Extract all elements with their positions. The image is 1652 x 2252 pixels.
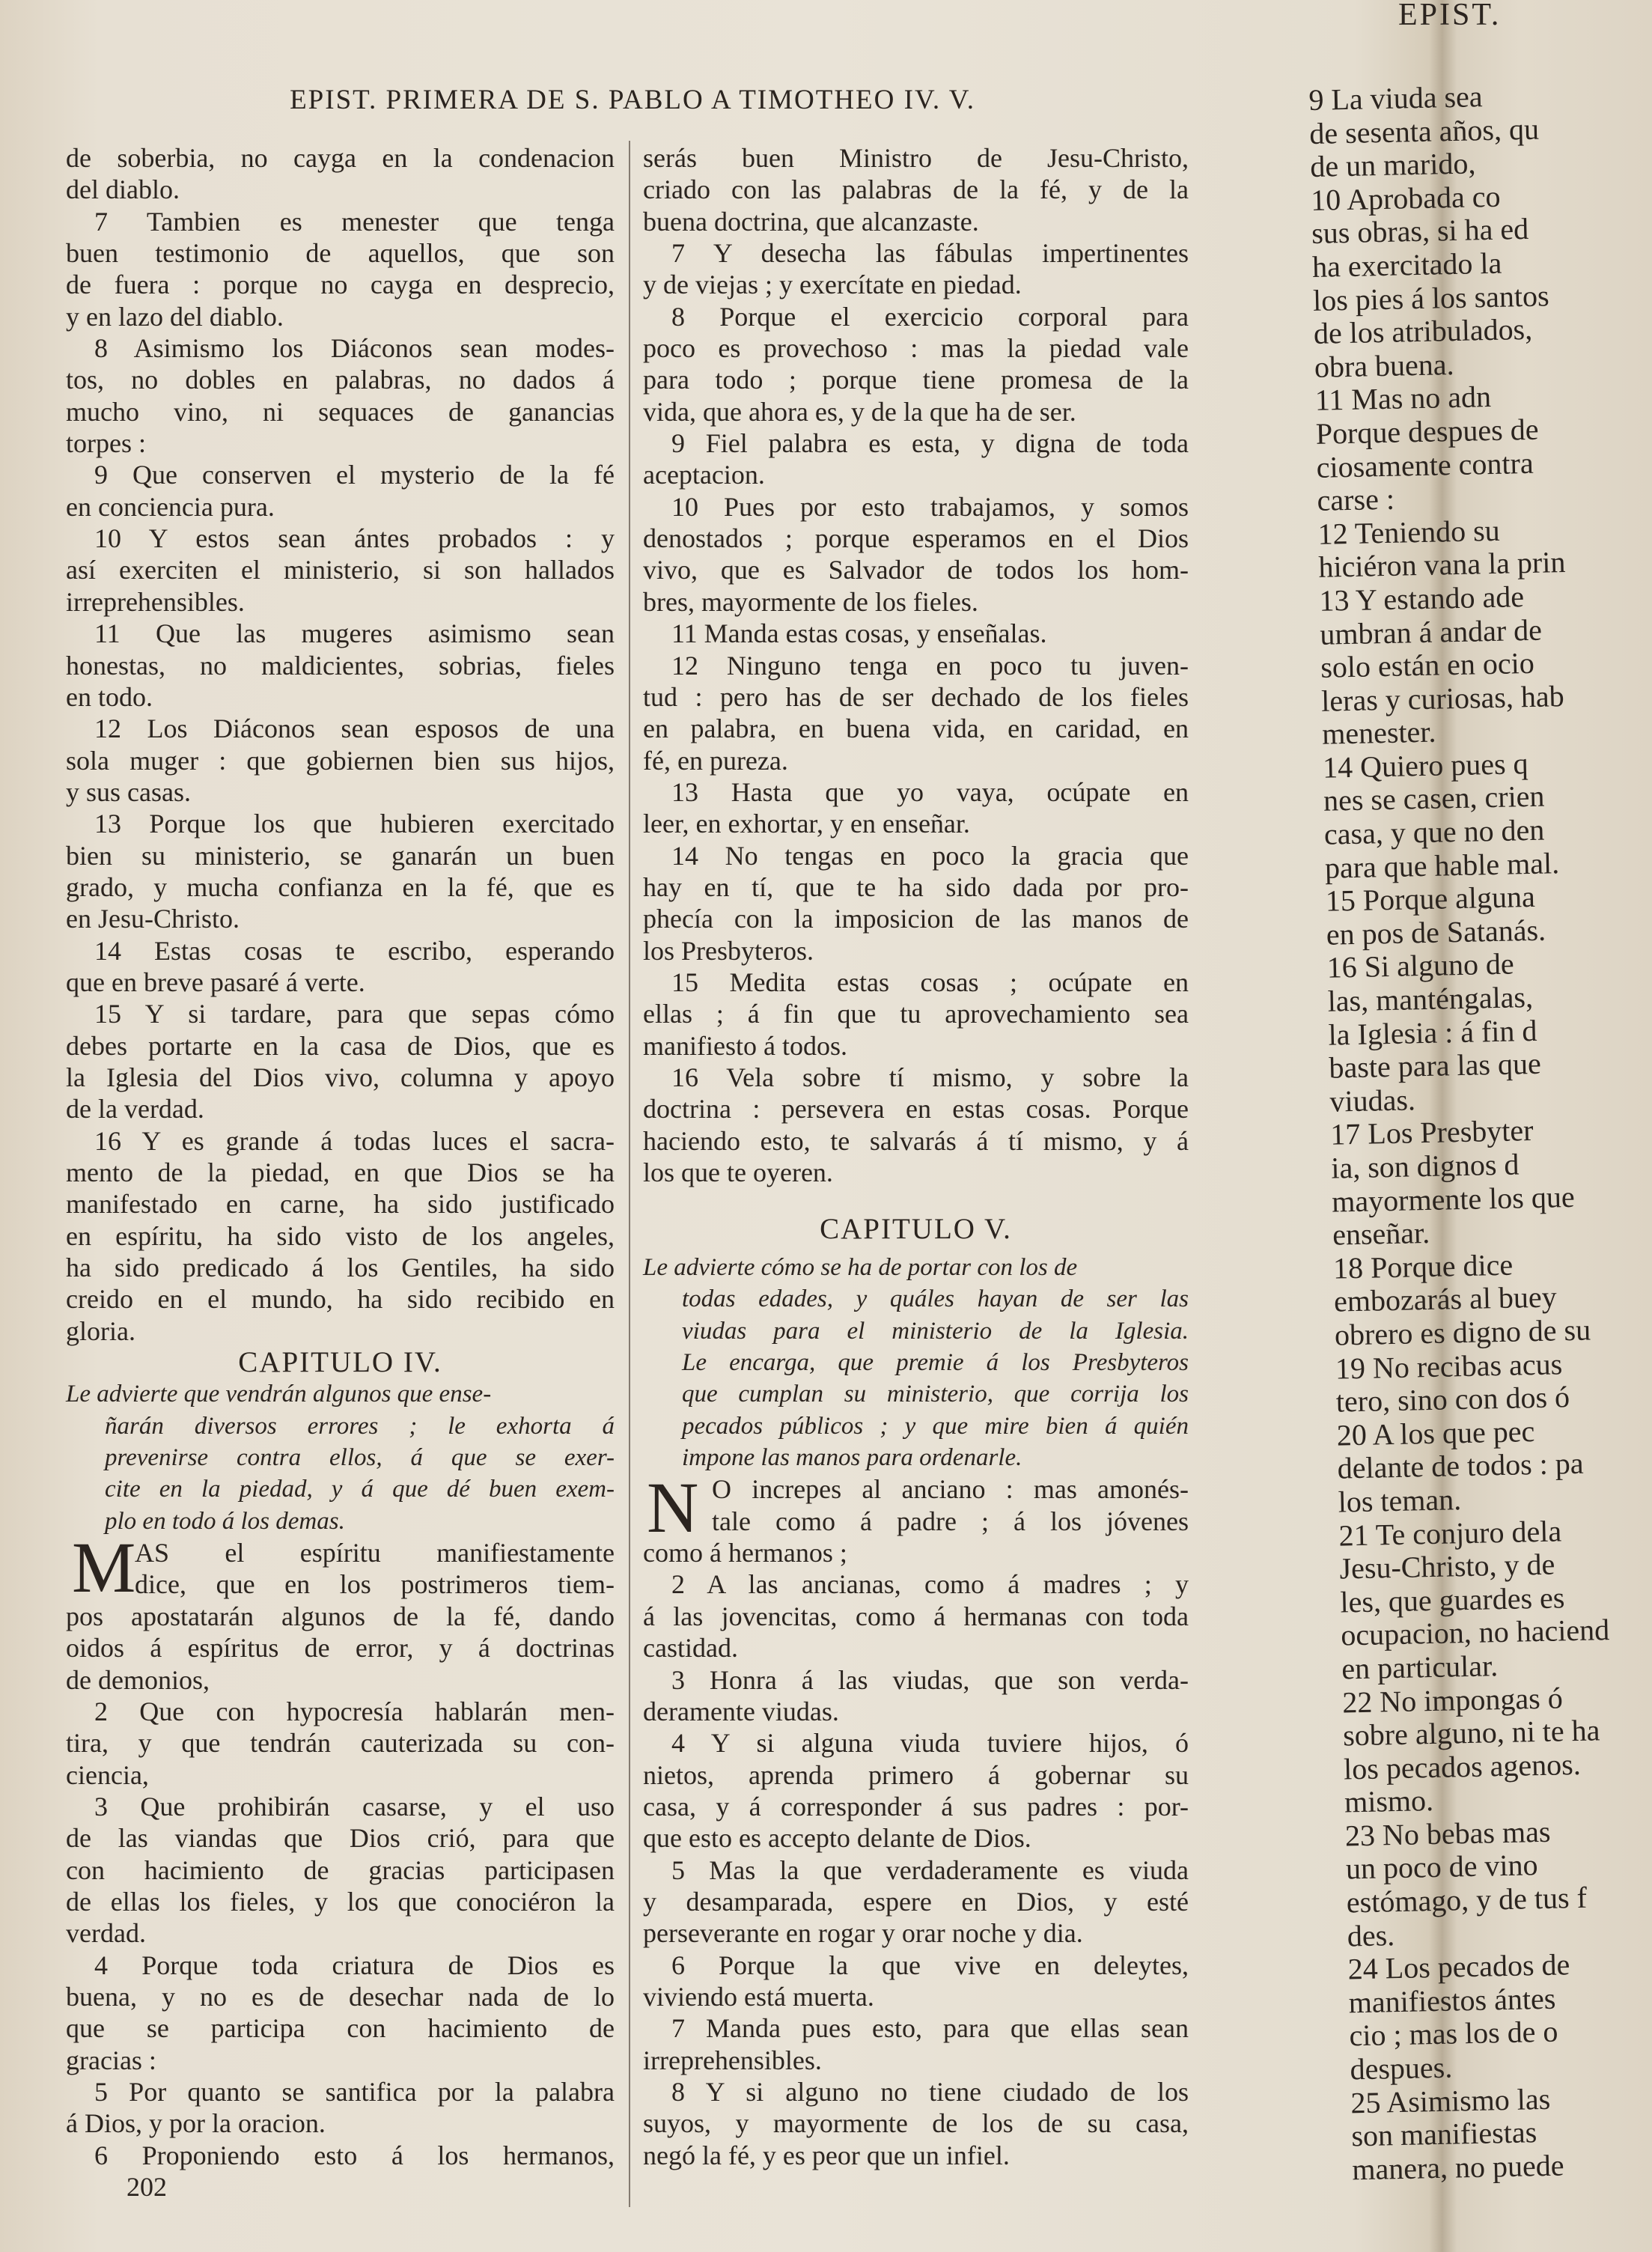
text-line: de ellas los fieles, y los que conociéron la bbox=[66, 1886, 615, 1917]
text-line: haciendo esto, te salvarás á tí mismo, y á bbox=[643, 1125, 1189, 1156]
text-line: 20 A los que pec bbox=[1336, 1413, 1535, 1452]
text-line: de fuera : porque no cayga en desprecio, bbox=[66, 270, 615, 300]
text-line: en espíritu, ha sido visto de los angeles, bbox=[66, 1220, 615, 1251]
text-line: fé, en pureza. bbox=[643, 745, 788, 776]
text-line: 14 Quiero pues q bbox=[1322, 746, 1528, 785]
chapter-summary-line: impone las manos para ordenarle. bbox=[682, 1444, 1022, 1472]
text-line: mucho vino, ni sequaces de ganancias bbox=[66, 396, 615, 427]
text-line: tos, no dobles en palabras, no dados á bbox=[66, 365, 615, 395]
drop-cap-chapter-v: N bbox=[647, 1467, 699, 1548]
text-line: y de viejas ; y exercítate en piedad. bbox=[643, 270, 1022, 300]
text-line: del diablo. bbox=[66, 174, 180, 205]
text-line: para todo ; porque tiene promesa de la bbox=[643, 365, 1189, 395]
text-line: debes portarte en la casa de Dios, que es bbox=[66, 1030, 615, 1061]
text-line: 3 Honra á las viudas, que son verda- bbox=[671, 1664, 1189, 1695]
text-line: hiciéron vana la prin bbox=[1318, 545, 1566, 585]
text-line: negó la fé, y es peor que un infiel. bbox=[643, 2140, 1010, 2170]
text-line: les, que guardes es bbox=[1340, 1580, 1565, 1619]
text-line: gracias : bbox=[66, 2045, 156, 2075]
text-line: casa, y á corresponder á sus padres : por- bbox=[643, 1791, 1189, 1822]
text-line: á las jovencitas, como á hermanas con toda bbox=[643, 1601, 1189, 1631]
text-line: 9 La viuda sea bbox=[1308, 79, 1484, 117]
text-line: O increpes al anciano : mas amonés- bbox=[712, 1474, 1189, 1505]
text-line: los que te oyeren. bbox=[643, 1157, 833, 1187]
chapter-summary-line: todas edades, y quáles hayan de ser las bbox=[682, 1285, 1189, 1313]
text-line: 9 Que conserven el mysterio de la fé bbox=[94, 460, 615, 490]
text-line: creido en el mundo, ha sido recibido en bbox=[66, 1284, 615, 1315]
text-line: 13 Porque los que hubieren exercitado bbox=[94, 809, 615, 839]
text-line: carse : bbox=[1317, 481, 1395, 517]
text-line: á Dios, y por la oracion. bbox=[66, 2108, 326, 2139]
text-line: 7 Manda pues esto, para que ellas sean bbox=[671, 2013, 1189, 2044]
text-line: 11 Manda estas cosas, y enseñalas. bbox=[671, 618, 1047, 649]
text-line: tale como á padre ; á los jóvenes bbox=[712, 1506, 1189, 1536]
text-line: suyos, y mayormente de los de su casa, bbox=[643, 2108, 1189, 2139]
text-line: obra buena. bbox=[1314, 347, 1454, 384]
text-line: que en breve pasaré á verte. bbox=[66, 967, 365, 997]
text-line: de demonios, bbox=[66, 1664, 210, 1695]
text-line: 5 Mas la que verdaderamente es viuda bbox=[671, 1854, 1189, 1885]
text-line: la Iglesia del Dios vivo, columna y apoyo bbox=[66, 1062, 615, 1092]
text-line: 10 Y estos sean ántes probados : y bbox=[94, 523, 615, 554]
chapter-summary-line: que cumplan su ministerio, que corrija los bbox=[682, 1381, 1189, 1408]
text-line: vivo, que es Salvador de todos los hom- bbox=[643, 555, 1189, 585]
chapter-heading: CAPITULO IV. bbox=[238, 1346, 442, 1379]
text-line: en todo. bbox=[66, 681, 153, 712]
chapter-summary-line: Le advierte cómo se ha de portar con los de bbox=[643, 1254, 1078, 1282]
text-line: tira, y que tendrán cauterizada su con- bbox=[66, 1728, 615, 1759]
text-line: hay en tí, que te ha sido dada por pro- bbox=[643, 871, 1189, 902]
text-line: casa, y que no den bbox=[1323, 812, 1545, 851]
text-line: ha exercitado la bbox=[1311, 246, 1502, 284]
text-line: de los atribulados, bbox=[1313, 311, 1533, 351]
text-line: estómago, y de tus f bbox=[1346, 1880, 1588, 1920]
text-line: que se participa con hacimiento de bbox=[66, 2013, 615, 2044]
text-line: las, manténgalas, bbox=[1327, 980, 1534, 1018]
text-line: y desamparada, espere en Dios, y esté bbox=[643, 1886, 1189, 1917]
text-line: 10 Pues por esto trabajamos, y somos bbox=[671, 491, 1189, 522]
chapter-summary-line: plo en todo á los demas. bbox=[105, 1507, 345, 1535]
text-line: 14 Estas cosas te escribo, esperando bbox=[94, 935, 615, 966]
text-line: 10 Aprobada co bbox=[1310, 179, 1501, 217]
text-line: 15 Medita estas cosas ; ocúpate en bbox=[671, 967, 1189, 997]
text-line: 21 Te conjuro dela bbox=[1338, 1513, 1562, 1553]
text-line: 12 Teniendo su bbox=[1317, 513, 1501, 551]
text-line: bres, mayormente de los fieles. bbox=[643, 586, 978, 617]
text-line: 5 Por quanto se santifica por la palabra bbox=[94, 2076, 615, 2107]
text-line: 14 No tengas en poco la gracia que bbox=[671, 840, 1189, 871]
text-line: 16 Si alguno de bbox=[1326, 946, 1515, 985]
text-line: 25 Asimismo las bbox=[1350, 2081, 1551, 2120]
text-line: poco es provechoso : mas la piedad vale bbox=[643, 333, 1189, 364]
text-line: en particular. bbox=[1341, 1649, 1499, 1686]
text-line: Porque despues de bbox=[1315, 412, 1539, 451]
text-line: torpes : bbox=[66, 428, 146, 459]
text-line: y sus casas. bbox=[66, 776, 191, 807]
text-line: los pecados agenos. bbox=[1343, 1747, 1582, 1786]
text-line: la Iglesia : á fin d bbox=[1328, 1013, 1537, 1052]
text-line: cio ; mas los de o bbox=[1349, 2015, 1558, 2053]
text-line: AS el espíritu manifiestamente bbox=[135, 1538, 615, 1568]
text-line: embozarás al buey bbox=[1333, 1279, 1558, 1319]
text-line: 2 A las ancianas, como á madres ; y bbox=[671, 1569, 1189, 1600]
text-line: 18 Porque dice bbox=[1332, 1247, 1514, 1285]
text-line: de las viandas que Dios crió, para que bbox=[66, 1823, 615, 1854]
text-line: así exerciten el ministerio, si son hallados bbox=[66, 555, 615, 585]
text-line: con hacimiento de gracias participasen bbox=[66, 1854, 615, 1885]
running-title: EPIST. PRIMERA DE S. PABLO A TIMOTHEO IV. V. bbox=[290, 85, 975, 115]
text-line: 13 Y estando ade bbox=[1318, 579, 1525, 618]
text-line: manifiesto á todos. bbox=[643, 1030, 847, 1061]
text-line: 6 Proponiendo esto á los hermanos, bbox=[94, 2140, 615, 2170]
text-line: que esto es accepto delante de Dios. bbox=[643, 1823, 1031, 1854]
text-line: 4 Y si alguna viuda tuviere hijos, ó bbox=[671, 1728, 1189, 1759]
text-line: 3 Que prohibirán casarse, y el uso bbox=[94, 1791, 615, 1822]
text-line: Jesu-Christo, y de bbox=[1339, 1547, 1555, 1586]
chapter-summary-line: Le encarga, que premie á los Presbyteros bbox=[682, 1349, 1189, 1377]
text-line: 8 Y si alguno no tiene ciudado de los bbox=[671, 2076, 1189, 2107]
text-line: los Presbyteros. bbox=[643, 935, 814, 966]
text-line: en conciencia pura. bbox=[66, 491, 275, 522]
text-line: manifiestos ántes bbox=[1348, 1981, 1556, 2020]
text-line: ciencia, bbox=[66, 1759, 149, 1790]
text-line: buena, y no es de desechar nada de lo bbox=[66, 1981, 615, 2012]
left-column bbox=[66, 142, 615, 2171]
text-line: tero, sino con dos ó bbox=[1335, 1380, 1570, 1419]
text-line: 15 Y si tardare, para que sepas cómo bbox=[94, 999, 615, 1029]
text-line: 11 Que las mugeres asimismo sean bbox=[94, 618, 615, 649]
chapter-heading: CAPITULO V. bbox=[820, 1213, 1012, 1246]
text-line: honestas, no maldicientes, sobrias, fieles bbox=[66, 650, 615, 681]
text-line: mismo. bbox=[1344, 1783, 1434, 1819]
text-line: en Jesu-Christo. bbox=[66, 904, 240, 934]
text-line: ocupacion, no haciend bbox=[1340, 1613, 1610, 1652]
text-line: 9 Fiel palabra es esta, y digna de toda bbox=[671, 428, 1189, 459]
text-line: en palabra, en buena vida, en caridad, en bbox=[643, 713, 1189, 744]
chapter-summary-line: prevenirse contra ellos, á que se exer- bbox=[105, 1444, 615, 1472]
text-line: buena doctrina, que alcanzaste. bbox=[643, 206, 979, 237]
text-line: 17 Los Presbyter bbox=[1329, 1113, 1534, 1152]
text-line: despues. bbox=[1350, 2050, 1453, 2087]
text-line: des. bbox=[1347, 1917, 1395, 1953]
text-line: doctrina : persevera en estas cosas. Porque bbox=[643, 1094, 1189, 1125]
text-line: de la verdad. bbox=[66, 1094, 204, 1125]
text-line: tud : pero has de ser dechado de los fieles bbox=[643, 681, 1189, 712]
text-line: 11 Mas no adn bbox=[1314, 380, 1492, 418]
text-line: pos apostatarán algunos de la fé, dando bbox=[66, 1601, 615, 1631]
text-line: sus obras, si ha ed bbox=[1311, 212, 1529, 251]
text-line: 23 No bebas mas bbox=[1344, 1814, 1551, 1853]
text-line: leer, en exhortar, y en enseñar. bbox=[643, 809, 970, 839]
text-line: irreprehensibles. bbox=[643, 2045, 822, 2075]
text-line: 22 No impongas ó bbox=[1341, 1680, 1564, 1720]
chapter-summary-line: viudas para el ministerio de la Iglesia. bbox=[682, 1317, 1189, 1345]
text-line: para que hable mal. bbox=[1324, 845, 1560, 885]
text-line: los teman. bbox=[1338, 1482, 1462, 1519]
text-line: criado con las palabras de la fé, y de la bbox=[643, 174, 1189, 205]
text-line: grado, y mucha confianza en la fé, que es bbox=[66, 871, 615, 902]
text-line: irreprehensibles. bbox=[66, 586, 245, 617]
text-line: bien su ministerio, se ganarán un buen bbox=[66, 840, 615, 871]
text-line: 7 Tambien es menester que tenga bbox=[94, 206, 615, 237]
text-line: baste para las que bbox=[1329, 1047, 1542, 1085]
text-line: delante de todos : pa bbox=[1337, 1446, 1584, 1485]
text-line: aceptacion. bbox=[643, 460, 765, 490]
text-line: 8 Asimismo los Diáconos sean modes- bbox=[94, 333, 615, 364]
text-line: 16 Y es grande á todas luces el sacra- bbox=[94, 1125, 615, 1156]
text-line: sobre alguno, ni te ha bbox=[1342, 1713, 1600, 1753]
text-line: 16 Vela sobre tí mismo, y sobre la bbox=[671, 1062, 1189, 1092]
chapter-summary-line: pecados públicos ; y que mire bien á quién bbox=[682, 1412, 1189, 1440]
text-line: de un marido, bbox=[1309, 146, 1476, 184]
text-line: 7 Y desecha las fábulas impertinentes bbox=[671, 238, 1189, 269]
text-line: umbran á andar de bbox=[1319, 612, 1543, 651]
text-line: 12 Los Diáconos sean esposos de una bbox=[94, 713, 615, 744]
text-line: phecía con la imposicion de las manos de bbox=[643, 904, 1189, 934]
text-line: manifestado en carne, ha sido justificado bbox=[66, 1189, 615, 1220]
text-line: mayormente los que bbox=[1331, 1179, 1576, 1219]
text-line: 4 Porque toda criatura de Dios es bbox=[94, 1950, 615, 1980]
chapter-summary-line: ñarán diversos errores ; le exhorta á bbox=[105, 1412, 615, 1440]
text-line: y en lazo del diablo. bbox=[66, 301, 284, 332]
drop-cap-chapter-iv: M bbox=[72, 1527, 136, 1607]
text-line: perseverante en rogar y orar noche y dia. bbox=[643, 1918, 1083, 1949]
right-page-fragment bbox=[1308, 78, 1652, 2187]
text-line: vida, que ahora es, y de la que ha de ser. bbox=[643, 396, 1076, 427]
text-line: gloria. bbox=[66, 1315, 135, 1346]
text-line: 6 Porque la que vive en deleytes, bbox=[671, 1950, 1189, 1980]
text-line: viudas. bbox=[1329, 1083, 1416, 1119]
text-line: 12 Ninguno tenga en poco tu juven- bbox=[671, 650, 1189, 681]
text-line: 15 Porque alguna bbox=[1325, 880, 1536, 919]
text-line: ellas ; á fin que tu aprovechamiento sea bbox=[643, 999, 1189, 1029]
text-line: son manifiestas bbox=[1350, 2115, 1537, 2153]
text-line: oidos á espíritus de error, y á doctrinas bbox=[66, 1633, 615, 1664]
text-line: castidad. bbox=[643, 1633, 738, 1664]
text-line: como á hermanos ; bbox=[643, 1538, 847, 1568]
text-line: 2 Que con hypocresía hablarán men- bbox=[94, 1696, 615, 1726]
text-line: mento de la piedad, en que Dios se ha bbox=[66, 1157, 615, 1187]
text-line: los pies á los santos bbox=[1312, 278, 1550, 317]
text-line: ha sido predicado á los Gentiles, ha sido bbox=[66, 1253, 615, 1283]
text-line: menester. bbox=[1321, 714, 1436, 752]
text-line: 13 Hasta que yo vaya, ocúpate en bbox=[671, 776, 1189, 807]
text-line: nes se casen, crien bbox=[1323, 779, 1545, 818]
text-line: de soberbia, no cayga en la condenacion bbox=[66, 143, 615, 173]
text-line: de sesenta años, qu bbox=[1308, 112, 1540, 150]
right-page-running-title: EPIST. bbox=[1398, 0, 1502, 32]
text-line: viviendo está muerta. bbox=[643, 1981, 874, 2012]
text-line: un poco de vino bbox=[1345, 1848, 1538, 1886]
text-line: manera, no puede bbox=[1351, 2148, 1564, 2187]
column-rule bbox=[629, 141, 630, 2207]
middle-column bbox=[643, 142, 1189, 2171]
page-number: 202 bbox=[127, 2172, 167, 2202]
text-line: deramente viudas. bbox=[643, 1696, 839, 1726]
text-line: obrero es digno de su bbox=[1334, 1312, 1591, 1352]
text-line: solo están en ocio bbox=[1320, 645, 1535, 684]
chapter-summary-line: Le advierte que vendrán algunos que ense- bbox=[66, 1381, 492, 1408]
text-line: 8 Porque el exercicio corporal para bbox=[671, 301, 1189, 332]
text-line: dice, que en los postrimeros tiem- bbox=[135, 1569, 615, 1600]
text-line: buen testimonio de aquellos, que son bbox=[66, 238, 615, 269]
text-line: denostados ; porque esperamos en el Dios bbox=[643, 523, 1189, 554]
text-line: ciosamente contra bbox=[1316, 445, 1534, 484]
text-line: serás buen Ministro de Jesu-Christo, bbox=[643, 143, 1189, 173]
chapter-summary-line: cite en la piedad, y á que dé buen exem- bbox=[105, 1476, 615, 1503]
text-line: ia, son dignos d bbox=[1330, 1147, 1520, 1185]
text-line: verdad. bbox=[66, 1918, 146, 1949]
text-line: enseñar. bbox=[1332, 1216, 1430, 1252]
text-line: nietos, aprenda primero á gobernar su bbox=[643, 1759, 1189, 1790]
text-line: 19 No recibas acus bbox=[1335, 1346, 1563, 1386]
text-line: 24 Los pecados de bbox=[1347, 1947, 1570, 1986]
text-line: en pos de Satanás. bbox=[1326, 913, 1546, 952]
text-line: sola muger : que gobiernen bien sus hijos, bbox=[66, 745, 615, 776]
text-line: leras y curiosas, hab bbox=[1320, 678, 1565, 718]
